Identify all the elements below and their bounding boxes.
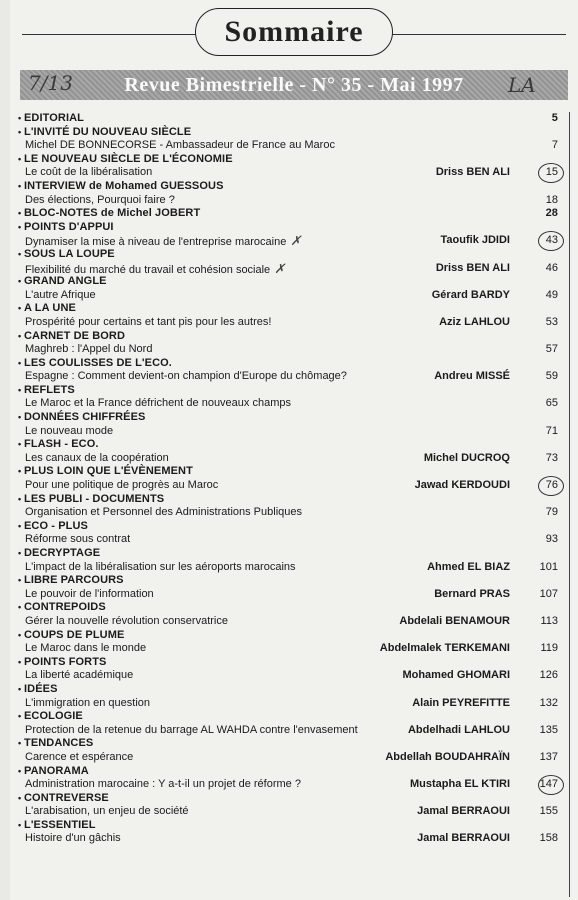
section-title: SOUS LA LOUPE <box>24 247 115 260</box>
page-number: 53 <box>545 315 558 328</box>
article-author: Ahmed EL BIAZ <box>427 560 510 573</box>
magazine-page <box>10 0 578 900</box>
page-number: 79 <box>545 506 558 519</box>
article-title: Flexibilité du marché du travail et cohésion sociale <box>25 263 271 276</box>
toc-entry <box>18 778 558 792</box>
page-number: 107 <box>539 587 558 600</box>
toc-entry <box>18 289 558 303</box>
toc-entry <box>18 697 558 711</box>
table-of-contents <box>18 112 558 846</box>
bullet-icon: • <box>18 656 22 667</box>
toc-entry <box>18 724 558 738</box>
article-author: Abdelhadi LAHLOU <box>407 723 510 736</box>
article-title: Réforme sous contrat <box>25 533 131 546</box>
toc-entry <box>18 588 558 602</box>
section-title: LES PUBLI - DOCUMENTS <box>24 492 165 505</box>
page-number: 132 <box>539 696 558 709</box>
bullet-icon: • <box>18 330 22 341</box>
toc-section <box>18 710 558 724</box>
bullet-icon: • <box>18 819 22 830</box>
bullet-icon: • <box>18 357 22 368</box>
toc-section <box>18 792 558 806</box>
article-title: Le Maroc et la France défrichent de nouveaux champs <box>25 397 291 410</box>
issue-banner: Revue Bimestrielle - N° 35 - Mai 1997 <box>20 70 568 100</box>
toc-entry <box>18 397 558 411</box>
toc-entry <box>18 615 558 629</box>
article-title: Des élections, Pourquoi faire ? <box>25 193 175 206</box>
article-title: Les canaux de la coopération <box>25 451 169 464</box>
toc-entry <box>18 533 558 547</box>
section-title: CARNET DE BORD <box>24 329 126 342</box>
section-title: PANORAMA <box>24 764 89 777</box>
handwritten-note-left: 7/13 <box>28 71 73 95</box>
bullet-icon: • <box>18 493 22 504</box>
toc-section <box>18 601 558 615</box>
article-title: Le coût de la libéralisation <box>25 166 153 179</box>
bullet-icon: • <box>18 439 22 450</box>
page-number: 137 <box>539 750 558 763</box>
page-number: 71 <box>545 424 558 437</box>
page-title: Sommaire <box>195 8 393 56</box>
section-title: ECO - PLUS <box>24 519 88 532</box>
section-title: LE NOUVEAU SIÈCLE DE L'ÉCONOMIE <box>24 152 233 165</box>
toc-section <box>18 207 558 221</box>
bullet-icon: • <box>18 548 22 558</box>
bullet-icon: • <box>18 629 22 640</box>
page-number: 65 <box>545 397 558 410</box>
section-title: POINTS D'APPUI <box>24 220 114 233</box>
toc-entry <box>18 479 558 493</box>
toc-entry <box>18 166 558 180</box>
article-title: La liberté académique <box>25 669 134 682</box>
article-title: L'autre Afrique <box>25 288 96 301</box>
toc-entry <box>18 370 558 384</box>
page-number: 113 <box>540 614 558 627</box>
title-area <box>10 8 578 58</box>
article-author: Mohamed GHOMARI <box>402 669 510 682</box>
toc-section <box>18 221 558 235</box>
bullet-icon: • <box>18 765 22 776</box>
article-title: L'immigration en question <box>25 696 151 709</box>
article-title: Organisation et Personnel des Administrations Publiques <box>25 506 302 519</box>
page-number: 18 <box>545 193 558 206</box>
section-title: COUPS DE PLUME <box>24 628 125 641</box>
toc-entry <box>18 751 558 765</box>
toc-section <box>18 275 558 289</box>
handwritten-note-right: LA <box>508 73 536 97</box>
section-title: L'ESSENTIEL <box>24 818 96 831</box>
toc-section <box>18 465 558 479</box>
article-author: Mustapha EL KTIRI <box>409 778 510 791</box>
bullet-icon: • <box>18 602 22 613</box>
article-author: Gérard BARDY <box>431 288 510 301</box>
article-author: Driss BEN ALI <box>435 261 510 274</box>
article-author: Michel DUCROQ <box>423 451 510 464</box>
page-number: 49 <box>545 288 558 301</box>
toc-section <box>18 629 558 643</box>
page-number: 73 <box>545 451 558 464</box>
bullet-icon: • <box>18 303 22 314</box>
page-number: 126 <box>539 669 558 682</box>
page-number: 155 <box>539 805 558 818</box>
handwritten-cross-icon: ✗ <box>290 233 302 249</box>
bullet-icon: • <box>18 412 22 423</box>
page-number: 7 <box>551 139 558 152</box>
article-author: Abdellah BOUDAHRAÏN <box>385 750 510 763</box>
bullet-icon: • <box>18 113 22 123</box>
section-title: LIBRE PARCOURS <box>24 574 124 587</box>
article-title: Gérer la nouvelle révolution conservatrice <box>25 614 228 627</box>
bullet-icon: • <box>18 276 22 287</box>
bullet-icon: • <box>18 792 22 803</box>
section-title: GRAND ANGLE <box>24 275 107 288</box>
article-author: Taoufik JDIDI <box>440 234 510 247</box>
toc-section <box>18 180 558 194</box>
handwritten-cross-icon: ✗ <box>274 260 286 276</box>
section-title: CONTREVERSE <box>24 791 109 804</box>
article-title: Administration marocaine : Y a-t-il un projet de réforme ? <box>25 778 301 791</box>
toc-section <box>18 438 558 452</box>
section-title: REFLETS <box>24 383 75 396</box>
toc-section <box>18 574 558 588</box>
page-number: 93 <box>545 533 558 546</box>
page-number: 59 <box>545 370 558 383</box>
article-title: Le nouveau mode <box>25 424 114 437</box>
toc-section <box>18 112 558 126</box>
section-title: PLUS LOIN QUE L'ÉVÈNEMENT <box>24 465 193 478</box>
article-author: Abdelali BENAMOUR <box>399 614 510 627</box>
toc-section <box>18 302 558 316</box>
page-number: 15 <box>522 166 558 180</box>
toc-section <box>18 683 558 697</box>
right-edge-rule <box>568 112 570 897</box>
article-title: Le pouvoir de l'information <box>25 587 154 600</box>
page-number: 57 <box>545 343 558 356</box>
article-title: L'impact de la libéralisation sur les aéroports marocains <box>25 560 296 573</box>
article-title: Le Maroc dans le monde <box>25 642 147 655</box>
toc-section <box>18 656 558 670</box>
toc-section <box>18 384 558 398</box>
bullet-icon: • <box>18 208 22 219</box>
page-number: 101 <box>539 560 558 573</box>
article-title: Prospérité pour certains et tant pis pour les autres! <box>25 315 272 328</box>
article-author: Alain PEYREFITTE <box>412 696 510 709</box>
toc-entry <box>18 234 558 248</box>
page-number: 147 <box>522 778 558 792</box>
section-title: INTERVIEW de Mohamed GUESSOUS <box>24 179 224 192</box>
toc-entry <box>18 561 558 575</box>
article-title: L'arabisation, un enjeu de société <box>25 805 189 818</box>
section-title: A LA UNE <box>24 302 76 315</box>
bullet-icon: • <box>18 711 22 722</box>
toc-entry <box>18 262 558 276</box>
article-title: Michel DE BONNECORSE - Ambassadeur de France au Maroc <box>25 139 335 152</box>
toc-entry <box>18 425 558 439</box>
toc-entry <box>18 139 558 153</box>
toc-entry <box>18 669 558 683</box>
article-author: Abdelmalek TERKEMANI <box>379 642 510 655</box>
article-title: Protection de la retenue du barrage AL WAHDA contre l'envasement <box>25 723 358 736</box>
article-title: Carence et espérance <box>25 750 134 763</box>
section-title: TENDANCES <box>24 737 94 750</box>
bullet-icon: • <box>18 384 22 395</box>
toc-section <box>18 357 558 371</box>
page-number: 158 <box>539 832 558 845</box>
toc-section <box>18 819 558 833</box>
article-author: Jamal BERRAOUI <box>417 832 510 845</box>
section-title: BLOC-NOTES de Michel JOBERT <box>24 207 201 220</box>
toc-section <box>18 153 558 167</box>
article-author: Jawad KERDOUDI <box>414 479 510 492</box>
toc-section <box>18 493 558 507</box>
article-title: Maghreb : l'Appel du Nord <box>25 343 153 356</box>
section-title: DECRYPTAGE <box>24 547 101 559</box>
article-author: Driss BEN ALI <box>435 166 510 179</box>
section-title: ECOLOGIE <box>24 710 83 723</box>
section-title: LES COULISSES DE L'ECO. <box>24 356 172 369</box>
page-number: 28 <box>545 207 558 220</box>
toc-entry <box>18 805 558 819</box>
toc-entry <box>18 452 558 466</box>
section-title: IDÉES <box>24 682 58 695</box>
bullet-icon: • <box>18 466 22 477</box>
article-title: Histoire d'un gâchis <box>25 832 121 845</box>
section-title: FLASH - ECO. <box>24 438 99 451</box>
page-number: 5 <box>551 112 558 124</box>
page-number: 135 <box>539 723 558 736</box>
section-title: EDITORIAL <box>24 112 84 124</box>
toc-section <box>18 330 558 344</box>
bullet-icon: • <box>18 221 22 232</box>
page-number: 119 <box>540 642 558 655</box>
bullet-icon: • <box>18 683 22 694</box>
section-title: CONTREPOIDS <box>24 601 106 614</box>
page-number: 43 <box>522 234 558 248</box>
toc-section <box>18 520 558 534</box>
article-author: Bernard PRAS <box>434 587 510 600</box>
section-title: POINTS FORTS <box>24 655 107 668</box>
toc-entry <box>18 343 558 357</box>
toc-entry <box>18 316 558 330</box>
toc-entry <box>18 506 558 520</box>
page-number: 46 <box>545 261 558 274</box>
toc-entry <box>18 832 558 846</box>
toc-section <box>18 547 558 561</box>
section-title: DONNÉES CHIFFRÉES <box>24 411 146 424</box>
article-author: Andreu MISSÉ <box>434 370 510 383</box>
toc-section <box>18 737 558 751</box>
bullet-icon: • <box>18 738 22 749</box>
article-title: Pour une politique de progrès au Maroc <box>25 479 219 492</box>
page-number: 76 <box>522 479 558 493</box>
toc-entry <box>18 194 558 208</box>
toc-section <box>18 765 558 779</box>
bullet-icon: • <box>18 126 22 137</box>
bullet-icon: • <box>18 180 22 191</box>
section-title: L'INVITÉ DU NOUVEAU SIÈCLE <box>24 125 192 138</box>
bullet-icon: • <box>18 248 22 259</box>
article-title: Dynamiser la mise à niveau de l'entreprise marocaine <box>25 236 287 249</box>
article-title: Espagne : Comment devient-on champion d'Europe du chômage? <box>25 370 347 383</box>
toc-entry <box>18 642 558 656</box>
toc-section <box>18 248 558 262</box>
toc-section <box>18 126 558 140</box>
article-author: Aziz LAHLOU <box>439 315 510 328</box>
bullet-icon: • <box>18 520 22 531</box>
article-author: Jamal BERRAOUI <box>417 805 510 818</box>
bullet-icon: • <box>18 575 22 586</box>
toc-section <box>18 411 558 425</box>
bullet-icon: • <box>18 153 22 164</box>
